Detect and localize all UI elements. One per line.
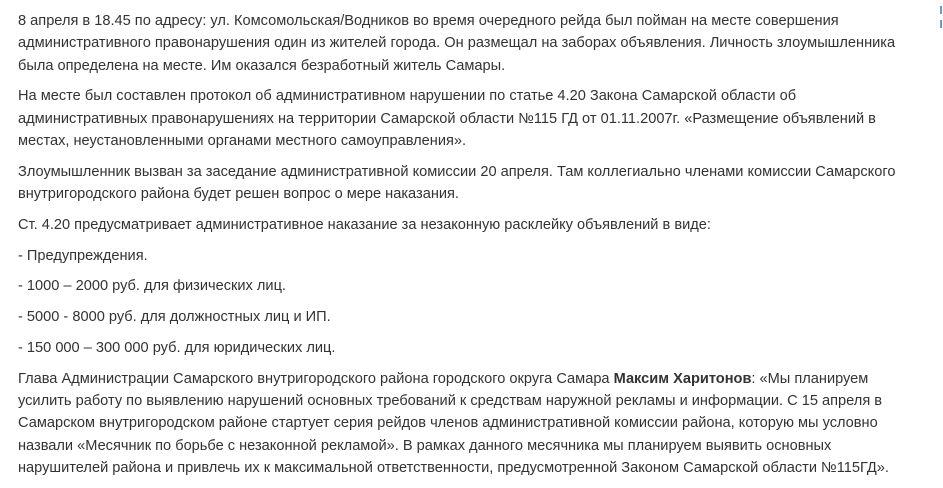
article-paragraph-commission: Злоумышленник вызван за заседание административной комиссии 20 апреля. Там коллегиально членами комиссии Самарского внутригородского района будет решен вопрос о мере наказания. xyxy=(18,163,896,203)
article-paragraph-raid: 8 апреля в 18.45 по адресу: ул. Комсомольская/Водников во время очередного рейда был пойман на месте совершения административного правонарушения один из жителей города. Он размещал на заборах объявления. Личность злоумышленника была определена на месте. Им оказался безработный житель Самары. xyxy=(18,13,896,74)
penalty-list-item: - 1000 – 2000 руб. для физических лиц. xyxy=(18,278,286,295)
link-fragment-mark xyxy=(940,20,942,28)
link-fragment-mark xyxy=(940,6,942,14)
quote-text: : «Мы планируем усилить работу по выявлению нарушений основных требований к средствам наружной рекламы и информации. С 15 апреля в Самарском внутригородском районе стартует серия рейдов членов административной комиссии района, которую мы условно назвали «Месячник по борьбе с незаконной рекламой». В рамках данного месячника мы планируем выявить основных нарушителей района и привлечь их к максимальной ответственности, предусмотренной Законом Самарской области №115ГД». xyxy=(18,370,889,477)
penalty-list-item: - Предупреждения. xyxy=(18,247,148,264)
quote-author: Максим Харитонов xyxy=(613,370,752,387)
article-paragraph-protocol: На месте был составлен протокол об административном нарушении по статье 4.20 Закона Самарской области об административных правонарушениях на территории Самарской области №115 ГД от 01.11.2007г. «Размещение объявлений в местах, неустановленными органами местного самоуправления». xyxy=(18,88,876,149)
penalty-list-item: - 5000 - 8000 руб. для должностных лиц и ИП. xyxy=(18,309,331,326)
article-body xyxy=(18,10,923,488)
sidebar-edge-link[interactable] xyxy=(939,0,943,30)
penalty-list-item: - 150 000 – 300 000 руб. для юридических лиц. xyxy=(18,340,336,357)
quote-intro: Глава Администрации Самарского внутригородского района городского округа Самара xyxy=(18,370,614,387)
article-paragraph-quote xyxy=(18,368,923,479)
article-paragraph-penalty-intro: Ст. 4.20 предусматривает административное наказание за незаконную расклейку объявлений в виде: xyxy=(18,216,711,233)
